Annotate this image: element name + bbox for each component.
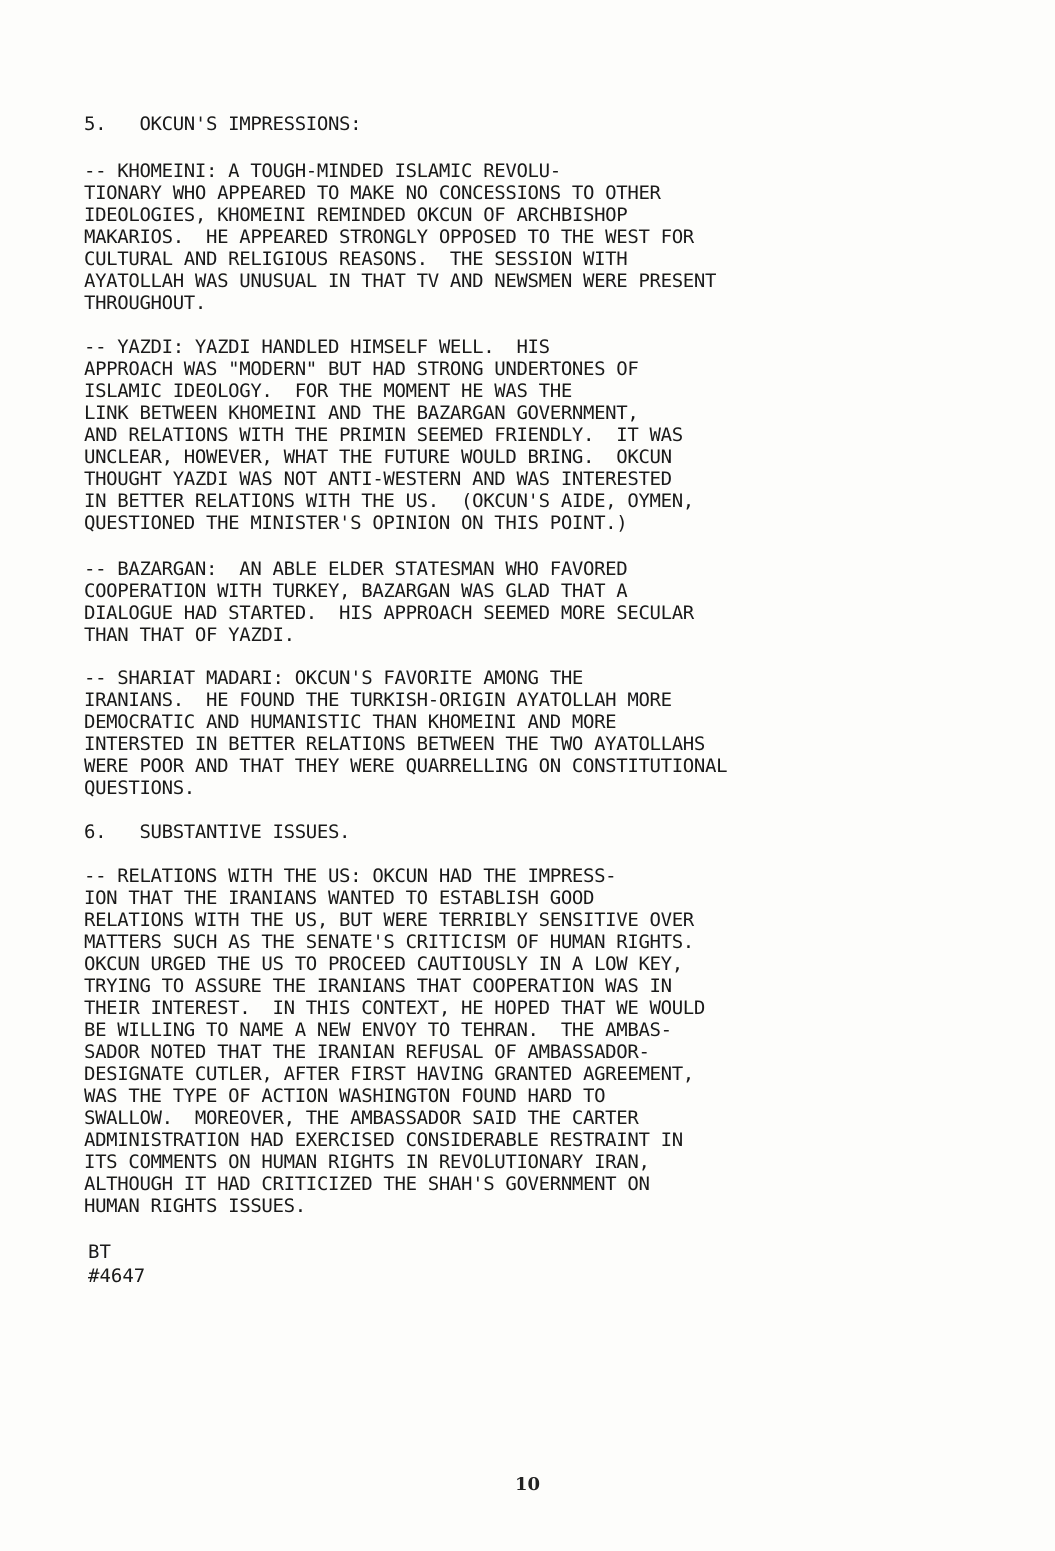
paragraph-relations-with-us: -- RELATIONS WITH THE US: OKCUN HAD THE IMPRESS- ION THAT THE IRANIANS WANTED TO ESTABLISH GOOD RELATIONS WITH THE US, BUT WERE TERRIBLY SENSITIVE OVER MATTERS SUCH AS THE SENATE'S CRITICISM OF HUMAN RIGHTS. OKCUN URGED THE US TO PROCEED CAUTIOUSLY IN A LOW KEY, TRYING TO ASSURE THE IRANIANS THAT COOPERATION WAS IN THEIR INTEREST. IN THIS CONTEXT, HE HOPED THAT WE WOULD BE WILLING TO NAME A NEW ENVOY TO TEHRAN. THE AMBAS- SADOR NOTED THAT THE IRANIAN REFUSAL OF AMBASSADOR- DESIGNATE CUTLER, AFTER FIRST HAVING GRANTED AGREEMENT, WAS THE TYPE OF ACTION WASHINGTON FOUND HARD TO SWALLOW. MOREOVER, THE AMBASSADOR SAID THE CARTER ADMINISTRATION HAD EXERCISED CONSIDERABLE RESTRAINT IN ITS COMMENTS ON HUMAN RIGHTS IN REVOLUTIONARY IRAN, ALTHOUGH IT HAD CRITICIZED THE SHAH'S GOVERNMENT ON HUMAN RIGHTS ISSUES.: [84, 865, 705, 1217]
trailer-bt: BT: [88, 1241, 111, 1263]
section-6-heading: 6. SUBSTANTIVE ISSUES.: [84, 821, 351, 843]
trailer-message-number: #4647: [88, 1265, 146, 1287]
paragraph-yazdi: -- YAZDI: YAZDI HANDLED HIMSELF WELL. HIS APPROACH WAS "MODERN" BUT HAD STRONG UNDERTONES OF ISLAMIC IDEOLOGY. FOR THE MOMENT HE WAS THE LINK BETWEEN KHOMEINI AND THE BAZARGAN GOVERNMENT, AND RELATIONS WITH THE PRIMIN SEEMED FRIENDLY. IT WAS UNCLEAR, HOWEVER, WHAT THE FUTURE WOULD BRING. OKCUN THOUGHT YAZDI WAS NOT ANTI-WESTERN AND WAS INTERESTED IN BETTER RELATIONS WITH THE US. (OKCUN'S AIDE, OYMEN, QUESTIONED THE MINISTER'S OPINION ON THIS POINT.): [84, 336, 694, 534]
section-5-heading: 5. OKCUN'S IMPRESSIONS:: [84, 113, 362, 135]
paragraph-shariat-madari: -- SHARIAT MADARI: OKCUN'S FAVORITE AMONG THE IRANIANS. HE FOUND THE TURKISH-ORIGIN AYATOLLAH MORE DEMOCRATIC AND HUMANISTIC THAN KHOMEINI AND MORE INTERSTED IN BETTER RELATIONS BETWEEN THE TWO AYATOLLAHS WERE POOR AND THAT THEY WERE QUARRELLING ON CONSTITUTIONAL QUESTIONS.: [84, 667, 728, 799]
page-number: 10: [514, 1474, 541, 1495]
paragraph-khomeini: -- KHOMEINI: A TOUGH-MINDED ISLAMIC REVOLU- TIONARY WHO APPEARED TO MAKE NO CONCESSIONS TO OTHER IDEOLOGIES, KHOMEINI REMINDED OKCUN OF ARCHBISHOP MAKARIOS. HE APPEARED STRONGLY OPPOSED TO THE WEST FOR CULTURAL AND RELIGIOUS REASONS. THE SESSION WITH AYATOLLAH WAS UNUSUAL IN THAT TV AND NEWSMEN WERE PRESENT THROUGHOUT.: [84, 160, 717, 314]
paragraph-bazargan: -- BAZARGAN: AN ABLE ELDER STATESMAN WHO FAVORED COOPERATION WITH TURKEY, BAZARGAN WAS GLAD THAT A DIALOGUE HAD STARTED. HIS APPROACH SEEMED MORE SECULAR THAN THAT OF YAZDI.: [84, 558, 694, 646]
